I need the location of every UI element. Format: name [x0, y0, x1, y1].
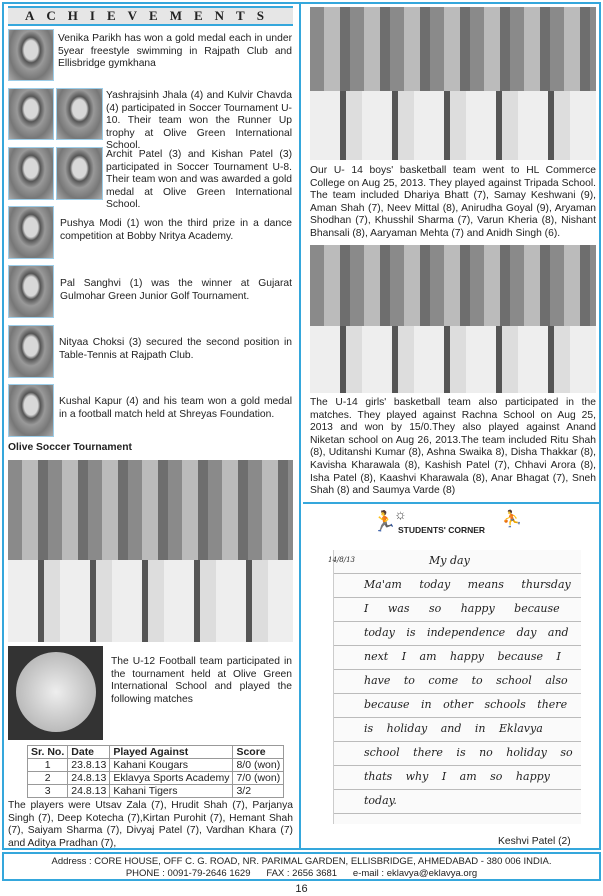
- footer-address: Address : CORE HOUSE, OFF C. G. ROAD, NR. PARIMAL GARDEN, ELLISBRIDGE, AHMEDABAD - 380 006 INDIA.: [51, 856, 552, 867]
- student-photo: [8, 88, 54, 140]
- note-line: next I am happy because I: [364, 650, 561, 663]
- achievement-item: Archit Patel (3) and Kishan Patel (3) participated in Soccer Tournament U-8. Their team won and was awarded a gold medal at Olive Green International School.: [106, 149, 292, 211]
- students-corner-header: [372, 506, 532, 544]
- table-header-row: [28, 746, 284, 759]
- soccer-intro: The U-12 Football team participated in the tournament held at Olive Green International School and played the following matches: [111, 656, 292, 705]
- column-header: Score: [233, 746, 284, 759]
- note-author: Keshvi Patel (2): [498, 836, 571, 847]
- column-divider: [299, 4, 301, 848]
- achievement-item: Yashrajsinh Jhala (4) and Kulvir Chavda (4) participated in Soccer Tournament U-10. Their team won the Runner Up trophy at Olive Green International School.: [106, 90, 292, 152]
- cell: 8/0 (won): [233, 759, 284, 772]
- cell: 3/2: [233, 785, 284, 798]
- swing-icon: ⛹: [502, 511, 522, 528]
- column-header: Played Against: [110, 746, 233, 759]
- note-line: school there is no holiday so: [364, 746, 573, 759]
- note-line: have to come to school also: [364, 674, 568, 687]
- achievements-heading: ACHIEVEMENTS: [8, 6, 293, 26]
- cell: 1: [28, 759, 68, 772]
- achievement-item: Venika Parikh has won a gold medal each in under 5year freestyle swimming in Rajpath Club and Ellisbridge gymkhana: [58, 33, 292, 70]
- soccer-title: Olive Soccer Tournament: [8, 442, 132, 453]
- note-line: My day: [429, 554, 470, 567]
- soccer-players: The players were Utsav Zala (7), Hrudit Shah (7), Parjanya Singh (7), Deep Kotecha (7),Kirtan Purohit (7), Hemant Shah (7), Saiyam Sharma (7), Divyaj Patel (7), Vardhan Khara (7) and Aditya Pradhan (7),: [8, 800, 293, 849]
- note-line: I was so happy because: [364, 602, 560, 615]
- footer: [2, 852, 601, 881]
- table-row: [28, 785, 284, 798]
- student-photo: [8, 265, 54, 318]
- column-header: Date: [68, 746, 110, 759]
- cell: 23.8.13: [68, 759, 110, 772]
- girls-basketball-text: The U-14 girls' basketball team also participated in the matches. They played against Rachna School on Aug 25, 2013 and won by 15/0.They also played against Anand Niketan school on Aug 26, 2013.The team included Ritu Shah (8), Uditanshi Kumar (8), Ashna Swaika 8), Disha Thakkar (8), Kavisha Kharawala (8), Kashish Patel (7), Chhavi Arora (8), Isha Patel (8), Kaashvi Kharawala (8), Anar Bhagat (7), Sneh Shah (8) and Saumya Varde (8): [310, 397, 596, 497]
- cell: 24.8.13: [68, 785, 110, 798]
- achievement-item: Kushal Kapur (4) and his team won a gold medal in a football match held at Shreyas Foundation.: [59, 396, 292, 420]
- cell: 2: [28, 772, 68, 785]
- boys-basketball-photo: [310, 7, 596, 160]
- table-row: [28, 772, 284, 785]
- girls-basketball-photo: [310, 245, 596, 393]
- cell: 7/0 (won): [233, 772, 284, 785]
- students-corner-title: STUDENTS' CORNER: [398, 525, 486, 535]
- page-number: 16: [295, 883, 308, 895]
- trophy-plate: [16, 652, 96, 732]
- student-photo: [8, 147, 54, 200]
- cell: Eklavya Sports Academy: [110, 772, 233, 785]
- note-line: because in other schools there: [364, 698, 568, 711]
- column-header: Sr. No.: [28, 746, 68, 759]
- matches-table: [27, 745, 284, 798]
- table-row: [28, 759, 284, 772]
- note-line: is holiday and in Eklavya: [364, 722, 543, 735]
- achievement-item: Pushya Modi (1) won the third prize in a dance competition at Bobby Nritya Academy.: [60, 218, 292, 242]
- cell: Kahani Tigers: [110, 785, 233, 798]
- note-line: Ma'am today means thursday: [364, 578, 571, 591]
- cell: 3: [28, 785, 68, 798]
- achievement-item: Nityaa Choksi (3) secured the second position in Table-Tennis at Rajpath Club.: [59, 337, 292, 361]
- cell: 24.8.13: [68, 772, 110, 785]
- note-line: thats why I am so happy: [364, 770, 550, 783]
- cell: Kahani Kougars: [110, 759, 233, 772]
- student-photo: [56, 88, 103, 140]
- achievement-item: Pal Sanghvi (1) was the winner at Gujarat Gulmohar Green Junior Golf Tournament.: [60, 278, 292, 302]
- student-photo: [8, 384, 54, 437]
- note-line: today is independence day and: [364, 626, 569, 639]
- footer-contact: PHONE : 0091-79-2646 1629 FAX : 2656 3681 e-mail : eklavya@eklavya.org: [125, 868, 478, 879]
- trophy-photo: [8, 646, 103, 740]
- sun-icon: ☼: [394, 506, 407, 522]
- note-date: 14/8/13: [328, 556, 355, 564]
- student-photo: [56, 147, 103, 200]
- student-photo: [8, 29, 54, 81]
- handwritten-note: [328, 550, 581, 824]
- note-line: today.: [364, 794, 397, 807]
- boys-basketball-text: Our U- 14 boys' basketball team went to HL Commerce College on Aug 25, 2013. They played against Tripada School. The team included Dhariya Bhatt (7), Samay Keshwani (9), Aman Shah (7), Neev Mittal (8), Anirudha Goyal (9), Aryaman Shodhan (7), Khusshil Sharma (7), Varun Kheria (8), Nishant Bhansali (8), Aaryaman Mehta (7) and Anidh Singh (6).: [310, 165, 596, 239]
- running-child-icon: 🏃: [372, 511, 397, 533]
- student-photo: [8, 206, 54, 259]
- soccer-team-photo: [8, 460, 293, 642]
- student-photo: [8, 325, 54, 378]
